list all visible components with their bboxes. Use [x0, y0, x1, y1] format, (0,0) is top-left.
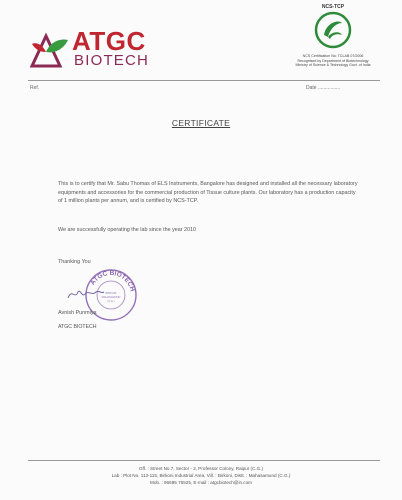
svg-text:ATGC BIOTECH: ATGC BIOTECH — [89, 269, 136, 293]
header-divider — [28, 80, 380, 81]
certificate-title: CERTIFICATE — [171, 118, 231, 128]
certificate-paragraph-2: We are successfully operating the lab since the year 2010 — [58, 227, 197, 233]
ref-label: Ref. — [30, 85, 40, 91]
svg-text:MAHASAMUND: MAHASAMUND — [101, 296, 121, 299]
signatory-name: Avnish Punmiya — [58, 310, 97, 316]
ncs-emblem-icon — [314, 11, 352, 49]
closing-text: Thanking You — [58, 259, 91, 265]
certificate-paragraph-1: This is to certify that Mr. Sabu Thomas of ELS Instruments, Bangalore has designed and installed all the necessary laboratory equipments and accessories for the commercial production of Tissue culture plants. Our laboratory has a production capacity of 1 million plants per annum, and is certified by NCS-TCP. — [58, 181, 358, 205]
handwritten-signature — [66, 286, 106, 302]
footer-office-address: Off. : Street No.7, Sector - 2, Professor Colony, Raipur (C.G.) — [138, 466, 264, 471]
ncs-recognised: Recognised by Department of Biotechnology — [297, 58, 369, 63]
atgc-leaf-icon — [30, 30, 72, 68]
footer-divider — [28, 460, 380, 461]
footer-lab-address: Lab : Plot No. 113-115, Birkoni Industrial Area, Vill. : Birkoni, Distt. : Mahasamund (C.G.) — [111, 473, 291, 478]
signatory-company: ATGC BIOTECH — [58, 324, 97, 330]
ncs-cert-number: NCS Certification No: TCLAB 07/2006 — [302, 54, 364, 58]
atgc-logo — [30, 28, 170, 72]
ncs-ministry: Ministry of Science & Technology Govt. of India — [295, 63, 371, 67]
logo-primary-text: ATGC — [72, 26, 146, 56]
ncs-tcp-badge — [283, 4, 383, 68]
svg-text:BIRKONI: BIRKONI — [105, 292, 117, 295]
logo-secondary-text: BIOTECH — [74, 52, 150, 69]
ncs-title: NCS-TCP — [321, 4, 345, 10]
date-label: Date ................ — [306, 85, 341, 91]
svg-text:(C.G.): (C.G.) — [107, 300, 115, 303]
footer-contact: Mob. : 96695 76525, E-mail : atgcbiotech@in.com — [150, 480, 252, 485]
